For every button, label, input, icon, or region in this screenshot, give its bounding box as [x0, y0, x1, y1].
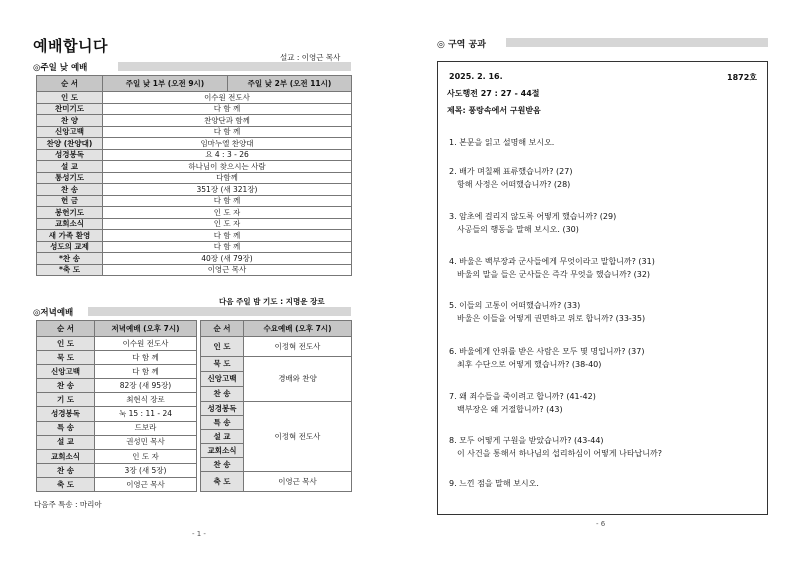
question-item [449, 136, 554, 149]
wed-praise-value: 경배와 찬양 [244, 357, 352, 402]
question-item [449, 345, 644, 371]
order-label: 헌 금 [37, 195, 103, 207]
order-value: 눅 15 : 11 - 24 [95, 407, 197, 421]
col-header-evening: 저녁예배 (오후 7시) [95, 321, 197, 337]
question-subtext: 바울은 이들을 어떻게 권면하고 위로 합니까? (33-35) [457, 314, 646, 323]
order-value: 하나님이 찾으시는 사람 [103, 161, 352, 173]
question-text: 2. 배가 며칠째 표류했습니까? (27) [449, 167, 573, 176]
wed-label: 인 도 [201, 337, 244, 357]
order-label: 축 도 [37, 477, 95, 491]
order-label: 교회소식 [37, 218, 103, 230]
wed-sermon-value: 이정혁 전도사 [244, 402, 352, 472]
question-subtext: 바울의 말을 들은 군사들은 즉각 무엇을 했습니까? (32) [457, 270, 651, 279]
order-value: 다 함 께 [103, 241, 352, 253]
question-text: 4. 바울은 백부장과 군사들에게 무엇이라고 말합니까? (31) [449, 257, 655, 266]
wed-label: 교회소식 [201, 444, 244, 458]
order-value: 드보라 [95, 421, 197, 435]
order-value: 인 도 자 [103, 207, 352, 219]
order-label: 새 가족 환영 [37, 230, 103, 242]
wed-label: 성경봉독 [201, 402, 244, 416]
col-header-service-2: 주일 낮 2부 (오전 11시) [228, 76, 352, 92]
order-label: 성경봉독 [37, 407, 95, 421]
order-value: 82장 (새 95장) [95, 379, 197, 393]
question-item [449, 255, 655, 281]
wed-label: 신앙고백 [201, 372, 244, 387]
question-text: 8. 모두 어떻게 구원을 받았습니까? (43-44) [449, 436, 604, 445]
wed-label: 설 교 [201, 430, 244, 444]
question-text: 5. 이들의 고통이 어떠했습니까? (33) [449, 301, 581, 310]
next-special-song-note: 다음주 특송 : 마리아 [34, 500, 102, 509]
order-label: 교회소식 [37, 449, 95, 463]
order-value: 최현식 장로 [95, 393, 197, 407]
wed-label: 찬 송 [201, 387, 244, 402]
wed-label: 찬 송 [201, 458, 244, 472]
order-label: 봉헌기도 [37, 207, 103, 219]
order-label: 설 교 [37, 161, 103, 173]
section-divider-bar [88, 307, 351, 316]
page-number-right: - 6 [596, 520, 606, 528]
col-header-order: 순 서 [201, 321, 244, 337]
question-item [449, 434, 662, 460]
order-value: 권성민 목사 [95, 435, 197, 449]
order-value: 다함께 [103, 172, 352, 184]
wed-lead-value: 이정혁 전도사 [244, 337, 352, 357]
order-label: 통성기도 [37, 172, 103, 184]
wed-label: 묵 도 [201, 357, 244, 372]
order-value: 인 도 자 [103, 218, 352, 230]
order-value: 찬양단과 함께 [103, 115, 352, 127]
question-item [449, 165, 572, 191]
question-text: 9. 느낀 점을 말해 보시오. [449, 479, 539, 488]
section-divider-bar [118, 62, 351, 71]
order-value: 다 함 께 [95, 351, 197, 365]
wed-blessing-value: 이영근 목사 [244, 472, 352, 492]
question-subtext: 사공들의 행동을 말해 보시오. (30) [457, 225, 579, 234]
order-label: 인 도 [37, 337, 95, 351]
order-value: 다 함 께 [103, 126, 352, 138]
order-value: 이영근 목사 [95, 477, 197, 491]
col-header-order: 순 서 [37, 321, 95, 337]
order-label: 찬 송 [37, 463, 95, 477]
order-label: *찬 송 [37, 253, 103, 265]
wed-label: 특 송 [201, 416, 244, 430]
order-value: 다 함 께 [95, 365, 197, 379]
order-value: 이수원 전도사 [103, 92, 352, 104]
question-text: 6. 바울에게 안위를 받은 사람은 모두 몇 명입니까? (37) [449, 347, 645, 356]
section-divider-bar [506, 38, 768, 47]
order-label: 설 교 [37, 435, 95, 449]
page-title: 예배합니다 [33, 37, 108, 55]
order-value: 3장 (새 5장) [95, 463, 197, 477]
question-text: 7. 왜 죄수들을 죽이려고 합니까? (41-42) [449, 392, 596, 401]
order-label: 묵 도 [37, 351, 95, 365]
col-header-service-1: 주일 낮 1부 (오전 9시) [103, 76, 228, 92]
question-item [449, 210, 616, 236]
preacher-line: 설교 : 이영근 목사 [280, 53, 341, 62]
question-item [449, 299, 645, 325]
lesson-box [437, 61, 768, 515]
order-label: 신앙고백 [37, 126, 103, 138]
question-text: 1. 본문을 읽고 설명해 보시오. [449, 138, 555, 147]
evening-section-heading: ◎저녁예배 [33, 308, 74, 318]
question-subtext: 항해 사정은 어떠했습니까? (28) [457, 180, 571, 189]
order-value: 이수원 전도사 [95, 337, 197, 351]
order-value: 다 함 께 [103, 230, 352, 242]
question-subtext: 백부장은 왜 거절합니까? (43) [457, 405, 563, 414]
sunday-order-table [36, 75, 352, 276]
question-subtext: 최후 수단으로 어떻게 했습니까? (38-40) [457, 360, 602, 369]
issue-number: 1872호 [727, 73, 757, 82]
order-label: 찬 송 [37, 184, 103, 196]
order-label: 찬미기도 [37, 103, 103, 115]
order-value: 다 함 께 [103, 103, 352, 115]
col-header-wednesday: 수요예배 (오후 7시) [244, 321, 352, 337]
lesson-section-heading: ◎ 구역 공과 [437, 40, 486, 50]
evening-order-table [36, 320, 197, 492]
order-label: *축 도 [37, 264, 103, 276]
sunday-section-heading: ◎주일 낮 예배 [33, 63, 88, 73]
order-value: 이영근 목사 [103, 264, 352, 276]
order-label: 신앙고백 [37, 365, 95, 379]
order-label: 성경봉독 [37, 149, 103, 161]
order-label: 기 도 [37, 393, 95, 407]
order-label: 찬 양 [37, 115, 103, 127]
wed-label: 축 도 [201, 472, 244, 492]
order-value: 요 4 : 3 - 26 [103, 149, 352, 161]
order-value: 40장 (새 79장) [103, 253, 352, 265]
order-label: 성도의 교제 [37, 241, 103, 253]
question-item [449, 390, 596, 416]
question-item [449, 477, 539, 490]
question-text: 3. 암초에 걸리지 않도록 어떻게 했습니까? (29) [449, 212, 617, 221]
scripture-reference: 사도행전 27 : 27 - 44절 [447, 89, 540, 98]
lesson-subject: 제목: 풍랑속에서 구원받음 [447, 106, 541, 115]
order-label: 찬 송 [37, 379, 95, 393]
wednesday-order-table [200, 320, 352, 492]
order-label: 찬양 (찬양대) [37, 138, 103, 150]
question-subtext: 이 사건을 통해서 하나님의 섭리하심이 어떻게 나타납니까? [457, 449, 662, 458]
order-value: 다 함 께 [103, 195, 352, 207]
order-value: 인 도 자 [95, 449, 197, 463]
order-label: 인 도 [37, 92, 103, 104]
order-label: 특 송 [37, 421, 95, 435]
col-header-order: 순 서 [37, 76, 103, 92]
next-prayer-note: 다음 주일 밤 기도 : 지명운 장로 [219, 297, 325, 306]
order-value: 임마누엘 찬양대 [103, 138, 352, 150]
page-number-left: - 1 - [192, 530, 206, 538]
order-value: 351장 (새 321장) [103, 184, 352, 196]
lesson-date: 2025. 2. 16. [449, 72, 503, 81]
